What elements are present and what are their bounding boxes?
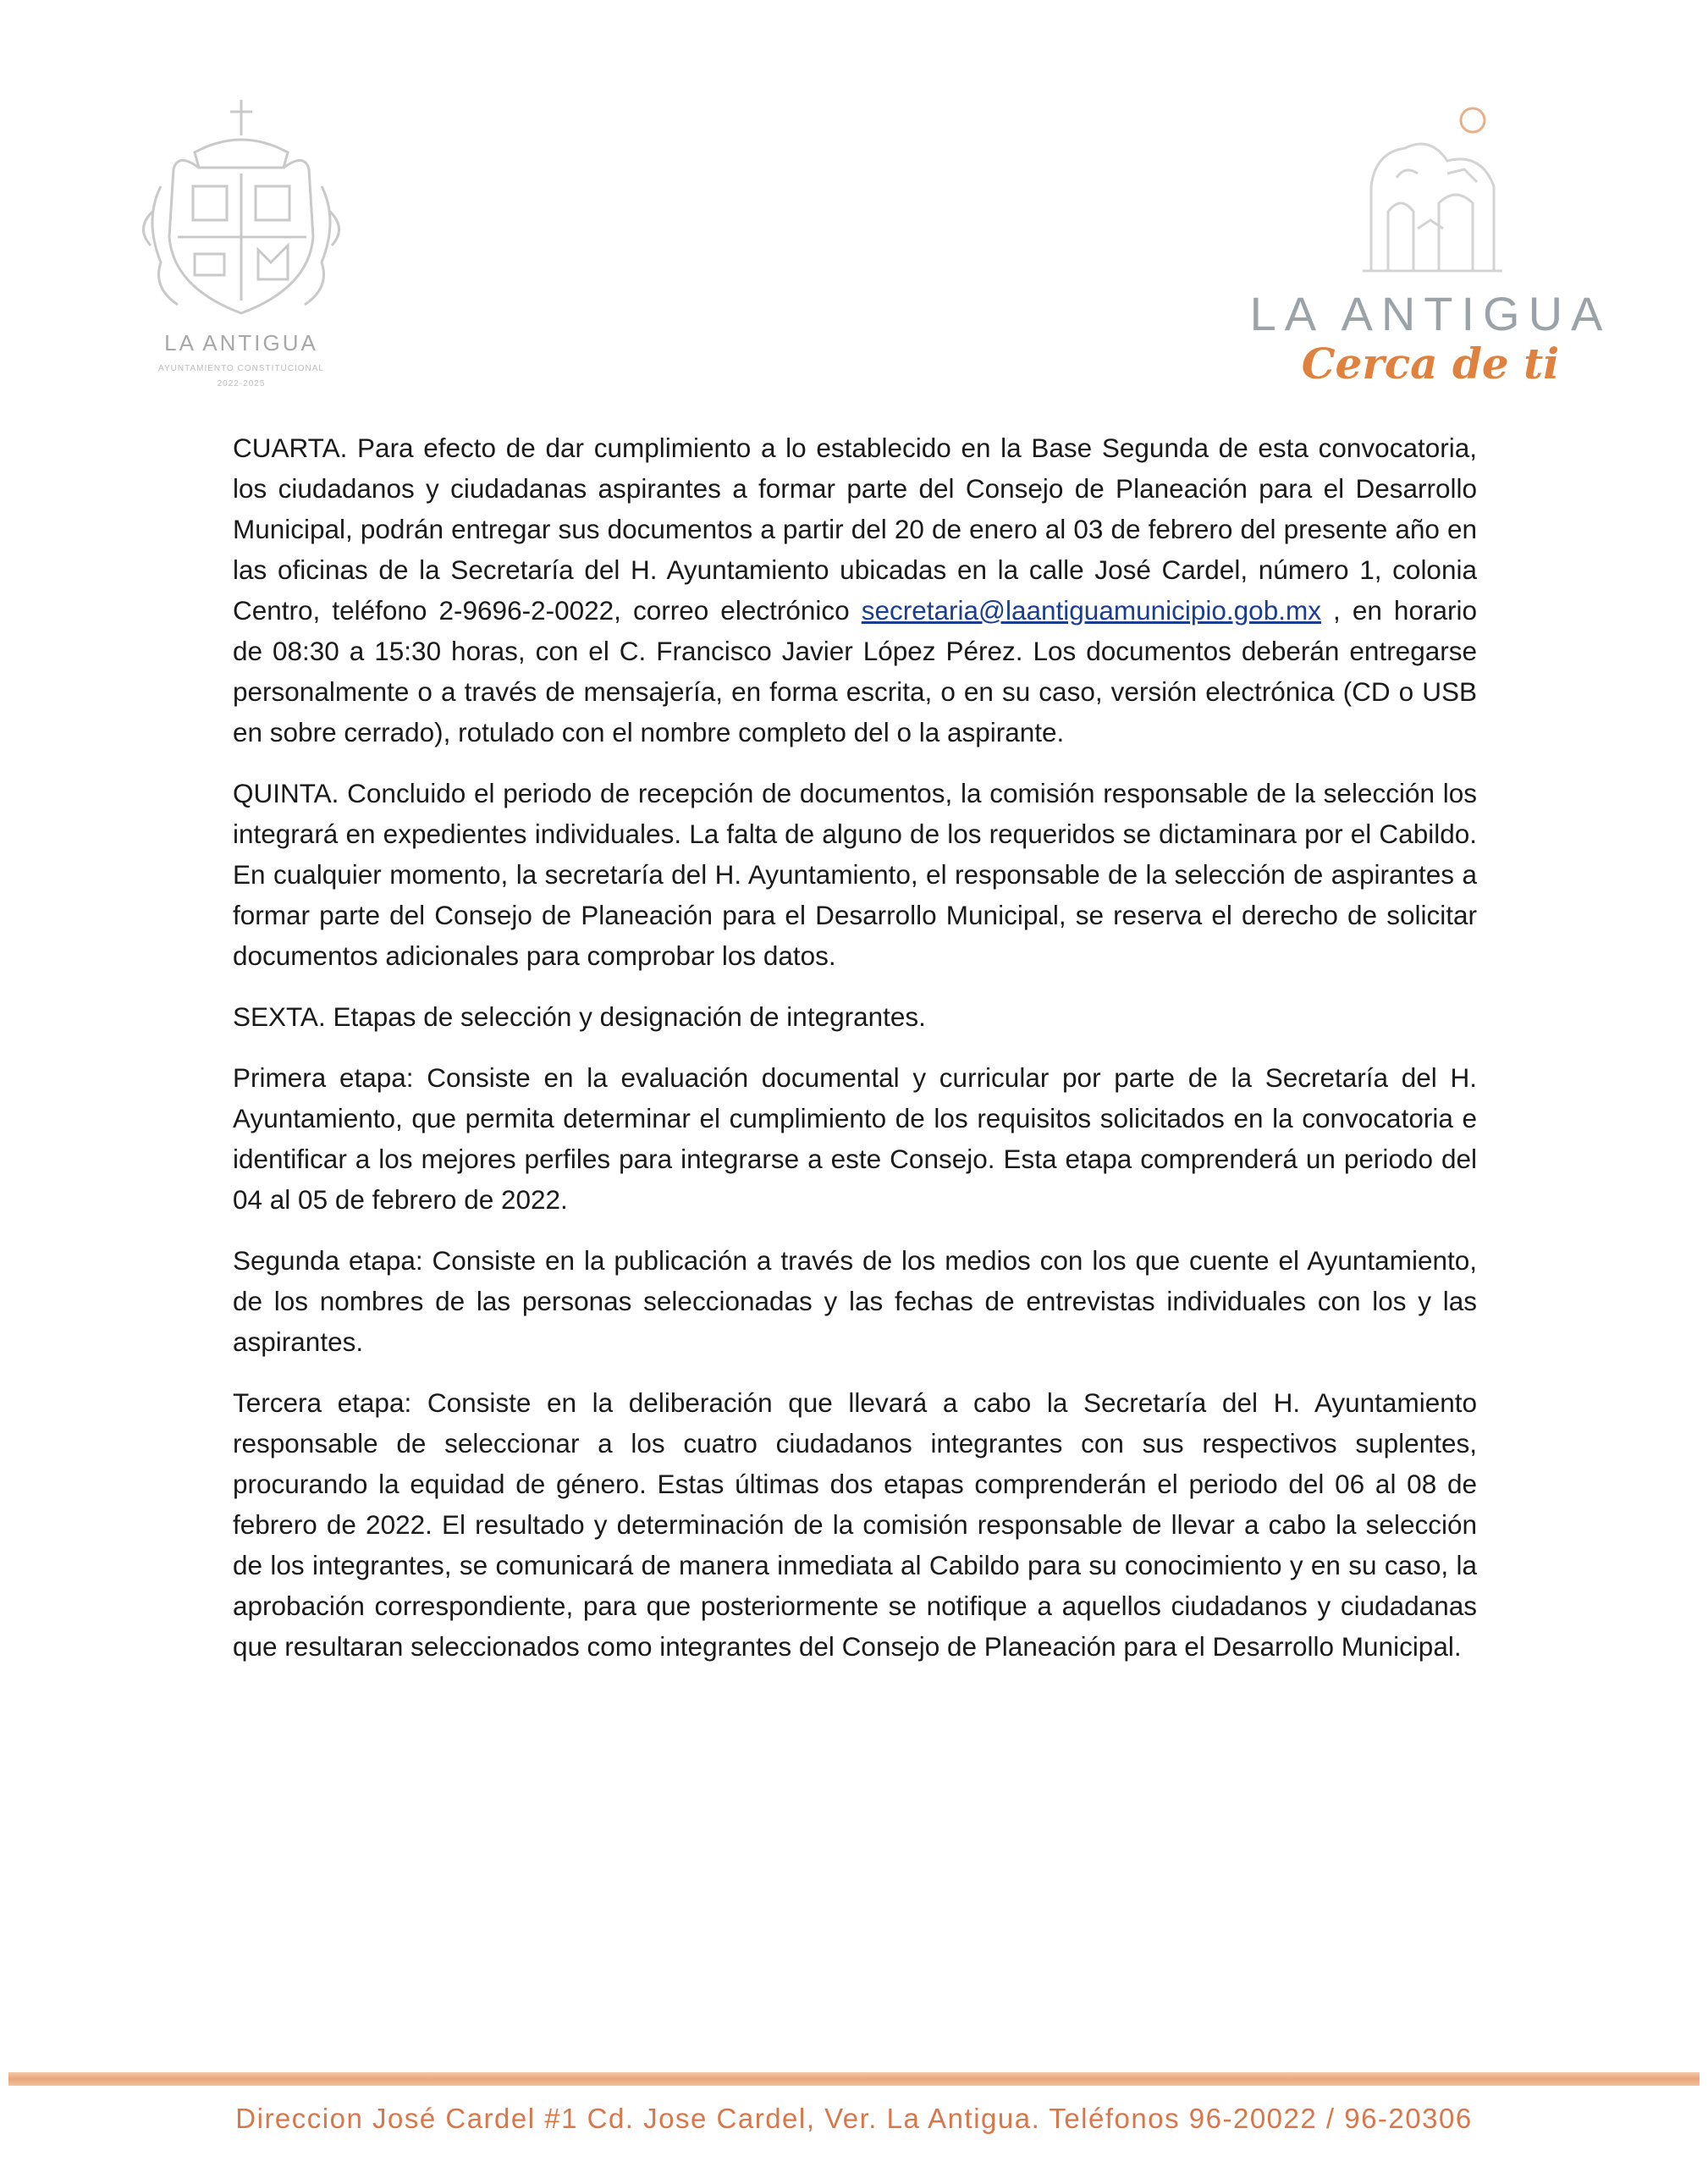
paragraph-primera-etapa: Primera etapa: Consiste en la evaluación documental y curricular por parte de la Secretaría del H. Ayuntamiento, que permita determinar el cumplimiento de los requisitos solicitados en la convocatoria e identificar a los mejores perfiles para integrarse a este Consejo. Esta etapa comprenderá un periodo del 04 al 05 de febrero de 2022.: [233, 1062, 1477, 1215]
left-logo-town-name: LA ANTIGUA: [164, 330, 318, 356]
cuarta-text: CUARTA. Para efecto de dar cumplimiento a lo establecido en la Base Segunda de esta convocatoria, los ciudadanos y ciudadanas aspirantes a formar parte del Consejo de Planeación para el Desarrollo Municipal, podrán entregar sus documentos a partir del 20 de enero al 03 de febrero del presente año en las oficinas de la Secretaría del H. Ayuntamiento ubicadas en la calle José Cardel, número 1, colonia Centro, teléfono 2-9696-2-0022, correo electrónico: [233, 433, 1477, 626]
left-logo-line1: AYUNTAMIENTO CONSTITUCIONAL: [158, 364, 324, 373]
footer-address: Direccion José Cardel #1 Cd. Jose Cardel, Ver. La Antigua. Teléfonos 96-20022 / 96-20306: [235, 2103, 1473, 2134]
right-logo-slogan: Cerca de ti: [1301, 339, 1560, 389]
paragraph-quinta: QUINTA. Concluido el periodo de recepción de documentos, la comisión responsable de la selección los integrará en expedientes individuales. La falta de alguno de los requeridos se dictaminara por el Cabildo. En cualquier momento, la secretaría del H. Ayuntamiento, el responsable de la selección de aspirantes a formar parte del Consejo de Planeación para el Desarrollo Municipal, se reserva el derecho de solicitar documentos adicionales para comprobar los datos.: [233, 778, 1477, 971]
right-logo: [1236, 102, 1625, 406]
left-logo-line2: 2022-2025: [217, 379, 266, 389]
cuarta-text-continued: , en horario de 08:30 a 15:30 horas, con el C. Francisco Javier López Pérez. Los documentos deberán entregarse personalmente o a través de mensajería, en forma escrita, o en su caso, versión electrónica (CD o USB en sobre cerrado), rotulado con el nombre completo del o la aspirante.: [233, 595, 1477, 747]
document-body: [233, 427, 1477, 1687]
church-facade-icon: [1337, 102, 1523, 284]
paragraph-tercera-etapa: Tercera etapa: Consiste en la deliberación que llevará a cabo la Secretaría del H. Ayuntamiento responsable de seleccionar a los cuatro ciudadanos integrantes con sus respectivos suplentes, procurando la equidad de género. Estas últimas dos etapas comprenderán el periodo del 06 al 08 de febrero de 2022. El resultado y determinación de la comisión responsable de llevar a cabo la selección de los integrantes, se comunicará de manera inmediata al Cabildo para su conocimiento y en su caso, la aprobación correspondiente, para que posteriormente se notifique a aquellos ciudadanos y ciudadanas que resultaran seleccionados como integrantes del Consejo de Planeación para el Desarrollo Municipal.: [233, 1387, 1477, 1662]
right-logo-town-name: LA ANTIGUA: [1249, 287, 1612, 340]
paragraph-cuarta: [233, 427, 1477, 753]
left-logo: [127, 93, 355, 415]
paragraph-segunda-etapa: Segunda etapa: Consiste en la publicación a través de los medios con los que cuente el Ayuntamiento, de los nombres de las personas seleccionadas y las fechas de entrevistas individuales con los y las aspirantes.: [233, 1245, 1477, 1357]
coat-of-arms-icon: [127, 93, 355, 330]
email-link[interactable]: secretaria@laantiguamunicipio.gob.mx: [861, 595, 1321, 626]
paragraph-sexta: SEXTA. Etapas de selección y designación de integrantes.: [233, 1001, 926, 1032]
footer-divider: [8, 2072, 1700, 2086]
